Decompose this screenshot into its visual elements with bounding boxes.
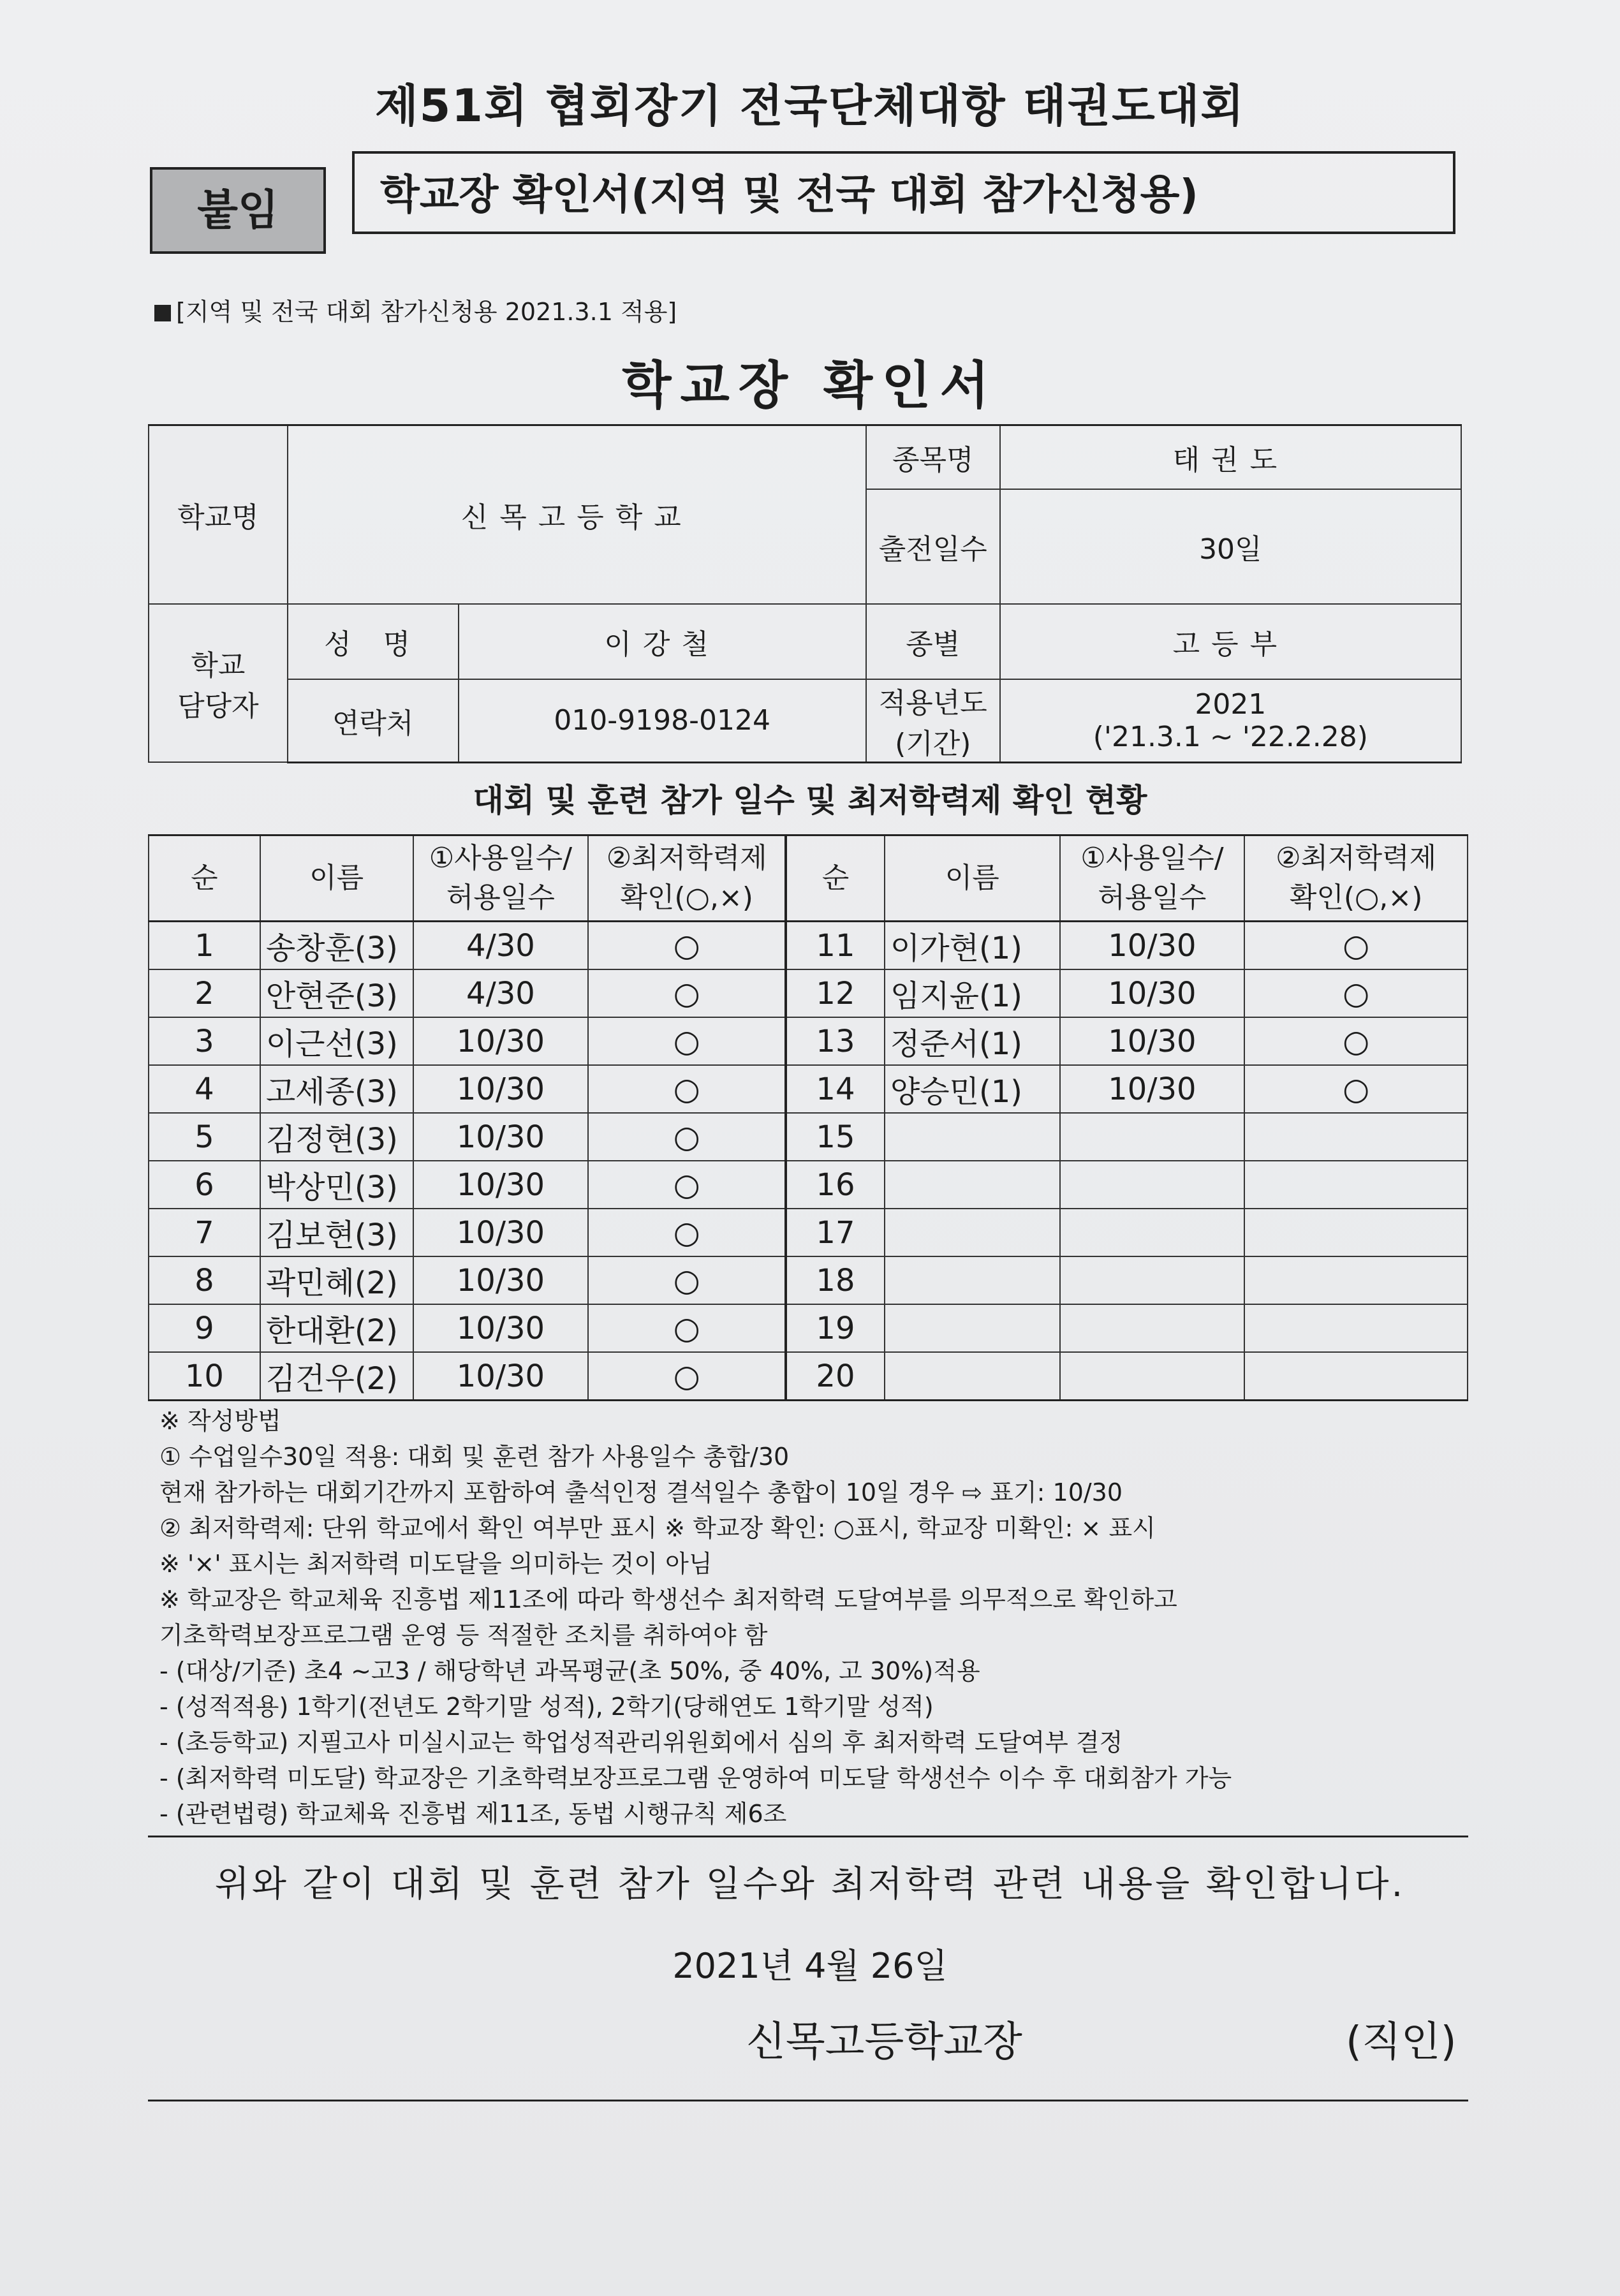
- row-no: 9: [149, 1304, 260, 1352]
- row-check: ○: [588, 969, 786, 1017]
- row-name: 정준서(1): [885, 1017, 1060, 1065]
- row-name: [885, 1113, 1060, 1161]
- col-days-line2: 허용일수: [1098, 881, 1207, 914]
- row-days: 4/30: [413, 969, 589, 1017]
- row-no: 20: [786, 1352, 885, 1401]
- row-days: [1060, 1209, 1245, 1256]
- row-days: 10/30: [413, 1065, 589, 1113]
- contact-value: 010-9198-0124: [459, 679, 866, 763]
- school-label: 학교명: [149, 425, 288, 604]
- row-check: ○: [588, 1352, 786, 1401]
- row-check: ○: [1244, 1065, 1468, 1113]
- col-check: [588, 835, 786, 922]
- principal-title: 신목고등학교장: [746, 2019, 1022, 2066]
- row-no: 2: [149, 969, 260, 1017]
- year-label-line1: 적용년도: [878, 686, 987, 719]
- method-line: ② 최저학력제: 단위 학교에서 확인 여부만 표시 ※ 학교장 확인: ○표시, 학교장 미확인: × 표시: [159, 1514, 1156, 1542]
- row-no: 14: [786, 1065, 885, 1113]
- row-no: 15: [786, 1113, 885, 1161]
- row-name: 송창훈(3): [260, 922, 413, 970]
- row-name: [885, 1256, 1060, 1304]
- row-days: [1060, 1161, 1245, 1209]
- square-bullet-icon: [154, 305, 171, 321]
- row-days: 10/30: [413, 1161, 589, 1209]
- row-name: [885, 1209, 1060, 1256]
- col-days-2: [1060, 835, 1245, 922]
- row-days: 10/30: [1060, 969, 1245, 1017]
- col-days-line1: ①사용일수/: [1080, 842, 1224, 874]
- row-days: 10/30: [1060, 1017, 1245, 1065]
- row-name: 김건우(2): [260, 1352, 413, 1401]
- row-days: 10/30: [1060, 1065, 1245, 1113]
- row-no: 8: [149, 1256, 260, 1304]
- row-check: ○: [588, 1256, 786, 1304]
- row-days: [1060, 1113, 1245, 1161]
- subject-box: 학교장 확인서(지역 및 전국 대회 참가신청용): [352, 151, 1455, 234]
- method-line: ※ 학교장은 학교체육 진흥법 제11조에 따라 학생선수 최저학력 도달여부를 의무적으로 확인하고: [159, 1586, 1177, 1614]
- row-no: 19: [786, 1304, 885, 1352]
- col-check-line2: 확인(○,×): [1289, 881, 1423, 914]
- row-name: 김정현(3): [260, 1113, 413, 1161]
- row-check: ○: [1244, 1017, 1468, 1065]
- row-days: 10/30: [413, 1256, 589, 1304]
- row-no: 5: [149, 1113, 260, 1161]
- table-row: [149, 969, 1468, 1017]
- year-label-line2: (기간): [895, 727, 971, 760]
- table-row: [149, 1017, 1468, 1065]
- application-note: [154, 292, 677, 327]
- method-line: 기초학력보장프로그램 운영 등 적절한 조치를 취하여야 함: [159, 1621, 768, 1649]
- bottom-divider: [148, 2100, 1468, 2101]
- method-line: ※ '×' 표시는 최저학력 미도달을 의미하는 것이 아님: [159, 1550, 712, 1578]
- row-days: 10/30: [413, 1017, 589, 1065]
- row-check: [1244, 1209, 1468, 1256]
- row-days: 4/30: [413, 922, 589, 970]
- table-row: [149, 1113, 1468, 1161]
- row-no: 4: [149, 1065, 260, 1113]
- year-value: [1000, 679, 1461, 763]
- table-row: [149, 1256, 1468, 1304]
- table-row: [149, 1161, 1468, 1209]
- row-name: 임지윤(1): [885, 969, 1060, 1017]
- confirmation-statement: 위와 같이 대회 및 훈련 참가 일수와 최저학력 관련 내용을 확인합니다.: [214, 1864, 1406, 1905]
- col-check-line1: ②최저학력제: [606, 842, 767, 874]
- row-name: 이근선(3): [260, 1017, 413, 1065]
- school-info-table: [148, 424, 1462, 763]
- row-name: 박상민(3): [260, 1161, 413, 1209]
- row-name: [885, 1304, 1060, 1352]
- method-line: - (관련법령) 학교체육 진흥법 제11조, 동법 시행규칙 제6조: [159, 1800, 787, 1828]
- row-no: 6: [149, 1161, 260, 1209]
- method-title: ※ 작성방법: [159, 1407, 281, 1435]
- method-line: ① 수업일수30일 적용: 대회 및 훈련 참가 사용일수 총합/30: [159, 1443, 790, 1471]
- year-text: 2021: [1195, 688, 1267, 721]
- staff-label-line2: 담당자: [177, 689, 259, 723]
- row-days: 10/30: [1060, 922, 1245, 970]
- sport-label: 종목명: [866, 425, 1000, 489]
- row-check: ○: [588, 1113, 786, 1161]
- row-check: ○: [588, 1209, 786, 1256]
- row-name: 양승민(1): [885, 1065, 1060, 1113]
- row-name: 곽민혜(2): [260, 1256, 413, 1304]
- note-text: [지역 및 전국 대회 참가신청용 2021.3.1 적용]: [176, 298, 677, 326]
- row-check: ○: [1244, 969, 1468, 1017]
- row-check: [1244, 1352, 1468, 1401]
- col-name: 이름: [260, 835, 413, 922]
- row-name: [885, 1161, 1060, 1209]
- method-line: - (최저학력 미도달) 학교장은 기초학력보장프로그램 운영하여 미도달 학생선수 이수 후 대회참가 가능: [159, 1764, 1232, 1792]
- table-row: [149, 922, 1468, 970]
- row-check: ○: [588, 1017, 786, 1065]
- section-title: 대회 및 훈련 참가 일수 및 최저학력제 확인 현황: [473, 782, 1147, 819]
- row-name: 이가현(1): [885, 922, 1060, 970]
- staff-label-line1: 학교: [191, 649, 246, 682]
- row-name: 한대환(2): [260, 1304, 413, 1352]
- col-days-line2: 허용일수: [446, 881, 555, 914]
- row-days: 10/30: [413, 1304, 589, 1352]
- row-name: 고세종(3): [260, 1065, 413, 1113]
- staff-name: 이강철: [459, 604, 866, 679]
- col-days: [413, 835, 589, 922]
- row-days: 10/30: [413, 1352, 589, 1401]
- row-check: ○: [1244, 922, 1468, 970]
- table-row: [149, 1352, 1468, 1401]
- days-value: 30일: [1000, 489, 1461, 604]
- writing-method: [159, 1403, 1473, 1832]
- row-check: ○: [588, 1304, 786, 1352]
- row-days: [1060, 1352, 1245, 1401]
- row-check: ○: [588, 1161, 786, 1209]
- row-no: 16: [786, 1161, 885, 1209]
- col-check-line2: 확인(○,×): [620, 881, 753, 914]
- row-no: 12: [786, 969, 885, 1017]
- division-value: 고등부: [1000, 604, 1461, 679]
- row-no: 1: [149, 922, 260, 970]
- col-days-line1: ①사용일수/: [429, 842, 573, 874]
- row-name: [885, 1352, 1060, 1401]
- row-no: 11: [786, 922, 885, 970]
- col-no: 순: [149, 835, 260, 922]
- school-name: 신목고등학교: [288, 425, 866, 604]
- row-check: [1244, 1304, 1468, 1352]
- contact-label: 연락처: [288, 679, 459, 763]
- document-title: 학교장 확인서: [622, 356, 998, 415]
- row-days: [1060, 1256, 1245, 1304]
- row-name: 안현준(3): [260, 969, 413, 1017]
- method-line: - (초등학교) 지필고사 미실시교는 학업성적관리위원회에서 심의 후 최저학력 도달여부 결정: [159, 1728, 1123, 1756]
- method-line: - (대상/기준) 초4 ~고3 / 해당학년 과목평균(초 50%, 중 40%, 고 30%)적용: [159, 1657, 980, 1685]
- row-no: 13: [786, 1017, 885, 1065]
- event-title: 제51회 협회장기 전국단체대항 태권도대회: [374, 80, 1246, 132]
- table-row: [149, 1209, 1468, 1256]
- staff-label: [149, 604, 288, 763]
- divider: [148, 1836, 1468, 1837]
- col-name-2: 이름: [885, 835, 1060, 922]
- row-check: [1244, 1113, 1468, 1161]
- col-check-2: [1244, 835, 1468, 922]
- row-no: 3: [149, 1017, 260, 1065]
- row-check: [1244, 1256, 1468, 1304]
- row-check: ○: [588, 922, 786, 970]
- method-line: 현재 참가하는 대회기간까지 포함하여 출석인정 결석일수 총합이 10일 경우 ⇨ 표기: 10/30: [159, 1478, 1123, 1506]
- col-no-2: 순: [786, 835, 885, 922]
- row-check: ○: [588, 1065, 786, 1113]
- table-row: [149, 1065, 1468, 1113]
- attach-label: 붙임: [150, 167, 326, 254]
- row-days: 10/30: [413, 1113, 589, 1161]
- row-no: 10: [149, 1352, 260, 1401]
- document-date: 2021년 4월 26일: [672, 1946, 948, 1986]
- row-days: 10/30: [413, 1209, 589, 1256]
- year-label: [866, 679, 1000, 763]
- row-days: [1060, 1304, 1245, 1352]
- days-label: 출전일수: [866, 489, 1000, 604]
- row-no: 17: [786, 1209, 885, 1256]
- roster-table: [148, 834, 1468, 1401]
- col-check-line1: ②최저학력제: [1276, 842, 1437, 874]
- sport-value: 태권도: [1000, 425, 1461, 489]
- row-no: 18: [786, 1256, 885, 1304]
- row-no: 7: [149, 1209, 260, 1256]
- table-row: [149, 1304, 1468, 1352]
- name-label: 성 명: [288, 604, 459, 679]
- period-text: ('21.3.1 ~ '22.2.28): [1093, 720, 1368, 753]
- row-check: [1244, 1161, 1468, 1209]
- official-seal-label: (직인): [1346, 2019, 1457, 2066]
- row-name: 김보현(3): [260, 1209, 413, 1256]
- division-label: 종별: [866, 604, 1000, 679]
- method-line: - (성적적용) 1학기(전년도 2학기말 성적), 2학기(당해연도 1학기말 성적): [159, 1693, 934, 1721]
